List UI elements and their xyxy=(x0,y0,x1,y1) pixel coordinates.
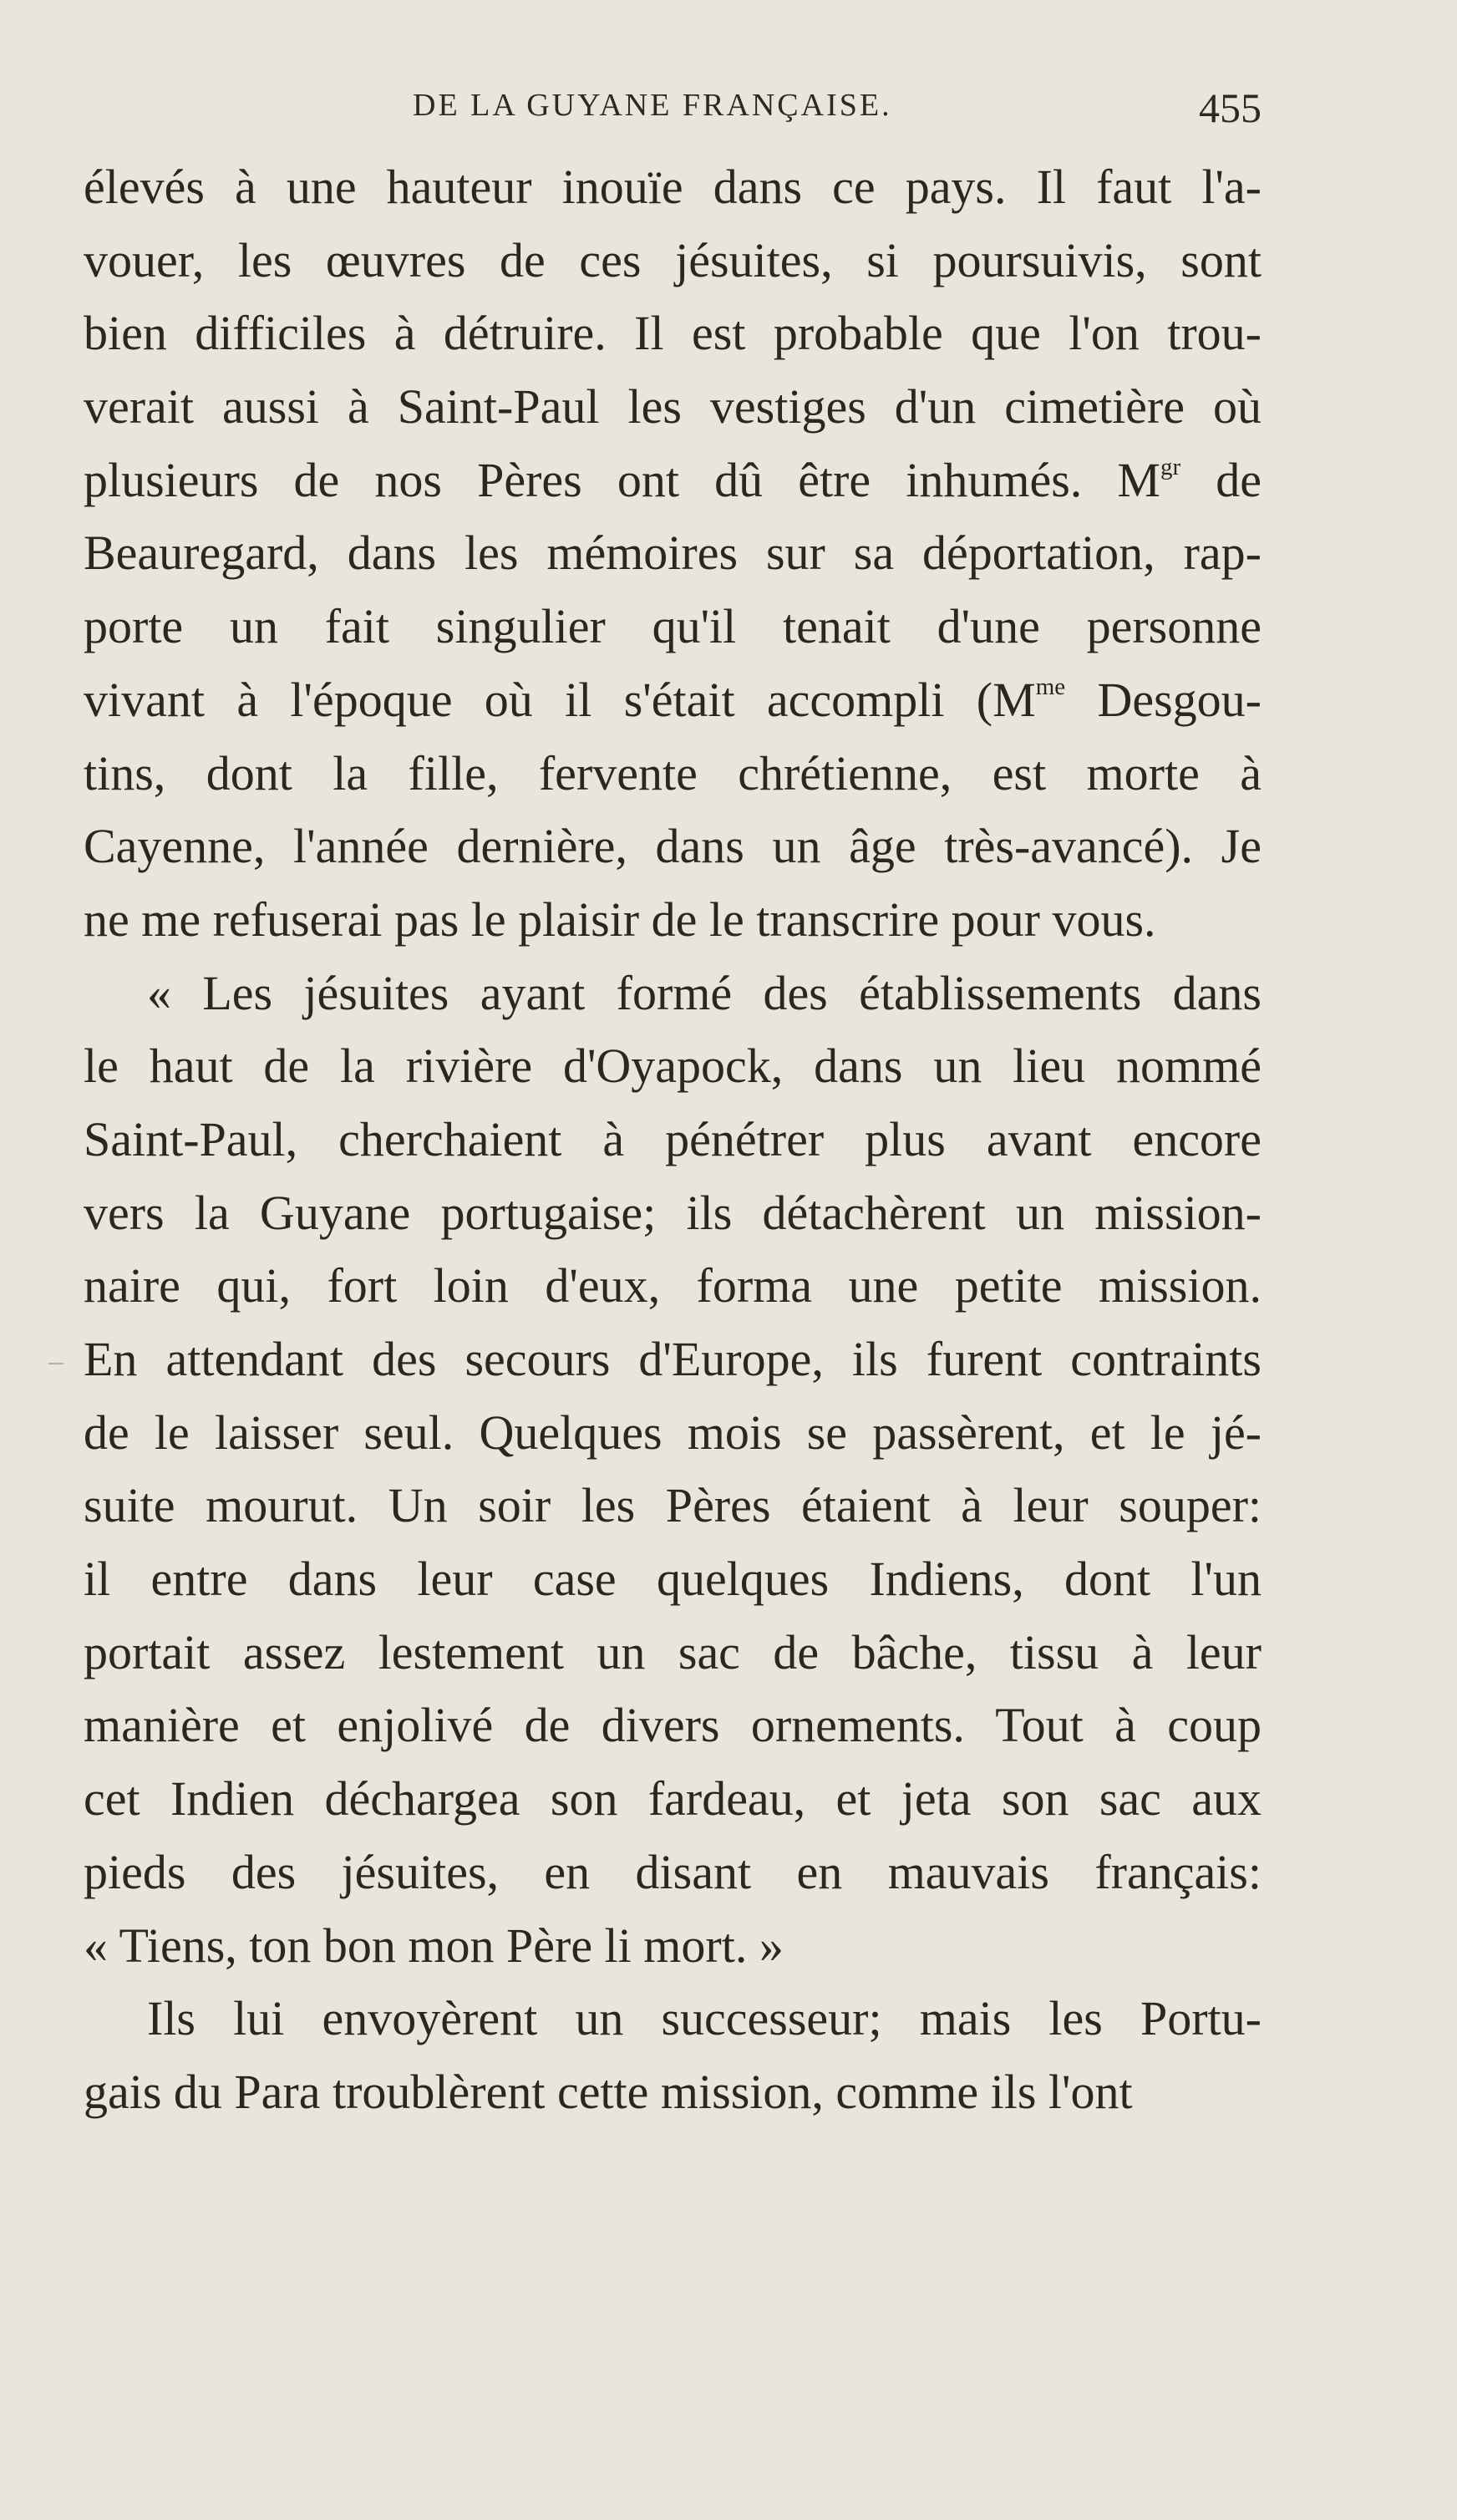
text-run: gais du Para troublèrent cette mission, comme ils l'ont xyxy=(84,2064,1133,2119)
text-line xyxy=(84,810,1262,883)
text-run: « Tiens, ton bon mon Père li mort. » xyxy=(84,1918,784,1973)
text-line xyxy=(84,150,1262,224)
text-run: vers la Guyane portugaise; ils détachèrent un mission- xyxy=(84,1185,1262,1240)
text-line xyxy=(84,1176,1262,1250)
text-run: vouer, les œuvres de ces jésuites, si poursuivis, sont xyxy=(84,232,1262,287)
text-run: il entre dans leur case quelques Indiens, dont l'un xyxy=(84,1552,1262,1607)
text-line xyxy=(84,1542,1262,1616)
text-run: plusieurs de nos Pères ont dû être inhumés. M xyxy=(84,452,1160,507)
text-run: porte un fait singulier qu'il tenait d'une personne xyxy=(84,599,1262,654)
text-line xyxy=(84,590,1262,663)
text-line xyxy=(84,1103,1262,1176)
text-line xyxy=(84,370,1262,444)
text-line xyxy=(84,2055,1262,2129)
text-run: Ils lui envoyèrent un successeur; mais les Portu- xyxy=(147,1991,1262,2046)
text-line xyxy=(84,883,1262,957)
text-run: ne me refuserai pas le plaisir de le transcrire pour vous. xyxy=(84,892,1156,947)
text-line xyxy=(84,1689,1262,1762)
text-run: pieds des jésuites, en disant en mauvais français: xyxy=(84,1844,1262,1899)
superscript-abbrev: gr xyxy=(1160,453,1181,480)
page-header xyxy=(84,84,1262,134)
text-run: Cayenne, l'année dernière, dans un âge très-avancé). Je xyxy=(84,819,1262,874)
text-run: suite mourut. Un soir les Pères étaient à leur souper: xyxy=(84,1478,1262,1533)
text-line xyxy=(84,957,1262,1030)
text-line xyxy=(84,516,1262,590)
text-line xyxy=(84,1396,1262,1470)
text-run: Desgou- xyxy=(1065,672,1262,727)
text-run: vivant à l'époque où il s'était accompli (M xyxy=(84,672,1036,727)
text-line xyxy=(84,297,1262,370)
text-line xyxy=(84,1616,1262,1689)
text-line xyxy=(84,1469,1262,1542)
text-line xyxy=(84,1762,1262,1836)
text-run: portait assez lestement un sac de bâche, tissu à leur xyxy=(84,1624,1262,1679)
text-run: tins, dont la fille, fervente chrétienne, est morte à xyxy=(84,745,1262,800)
text-line xyxy=(84,1836,1262,1909)
text-run: verait aussi à Saint-Paul les vestiges d'un cimetière où xyxy=(84,379,1262,434)
text-line xyxy=(84,1029,1262,1103)
text-run: « Les jésuites ayant formé des établissements dans xyxy=(147,965,1262,1020)
text-run: de le laisser seul. Quelques mois se passèrent, et le jé- xyxy=(84,1405,1262,1460)
text-line xyxy=(84,1982,1262,2055)
text-run: En attendant des secours d'Europe, ils furent contraints xyxy=(84,1332,1262,1386)
page-number: 455 xyxy=(1199,84,1262,131)
superscript-abbrev: me xyxy=(1035,673,1066,700)
paragraph xyxy=(84,150,1262,957)
text-line xyxy=(84,224,1262,297)
text-run: manière et enjolivé de divers ornements. Tout à coup xyxy=(84,1698,1262,1753)
text-run: le haut de la rivière d'Oyapock, dans un lieu nommé xyxy=(84,1039,1262,1094)
text-line xyxy=(84,1909,1262,1983)
text-run: Beauregard, dans les mémoires sur sa déportation, rap- xyxy=(84,526,1262,581)
text-line xyxy=(84,663,1262,737)
body-text xyxy=(84,150,1262,2129)
paragraph xyxy=(84,1982,1262,2128)
text-line xyxy=(84,444,1262,517)
text-line xyxy=(84,1323,1262,1396)
text-run: bien difficiles à détruire. Il est probable que l'on trou- xyxy=(84,306,1262,361)
text-line xyxy=(84,737,1262,810)
text-run: élevés à une hauteur inouïe dans ce pays. Il faut l'a- xyxy=(84,160,1262,214)
text-run: Saint-Paul, cherchaient à pénétrer plus avant encore xyxy=(84,1111,1262,1166)
text-line xyxy=(84,1249,1262,1323)
paragraph xyxy=(84,957,1262,1983)
text-run: de xyxy=(1180,452,1262,507)
margin-mark xyxy=(48,1363,63,1364)
text-run: naire qui, fort loin d'eux, forma une petite mission. xyxy=(84,1258,1262,1313)
text-run: cet Indien déchargea son fardeau, et jeta son sac aux xyxy=(84,1771,1262,1826)
running-title: DE LA GUYANE FRANÇAISE. xyxy=(413,88,892,123)
